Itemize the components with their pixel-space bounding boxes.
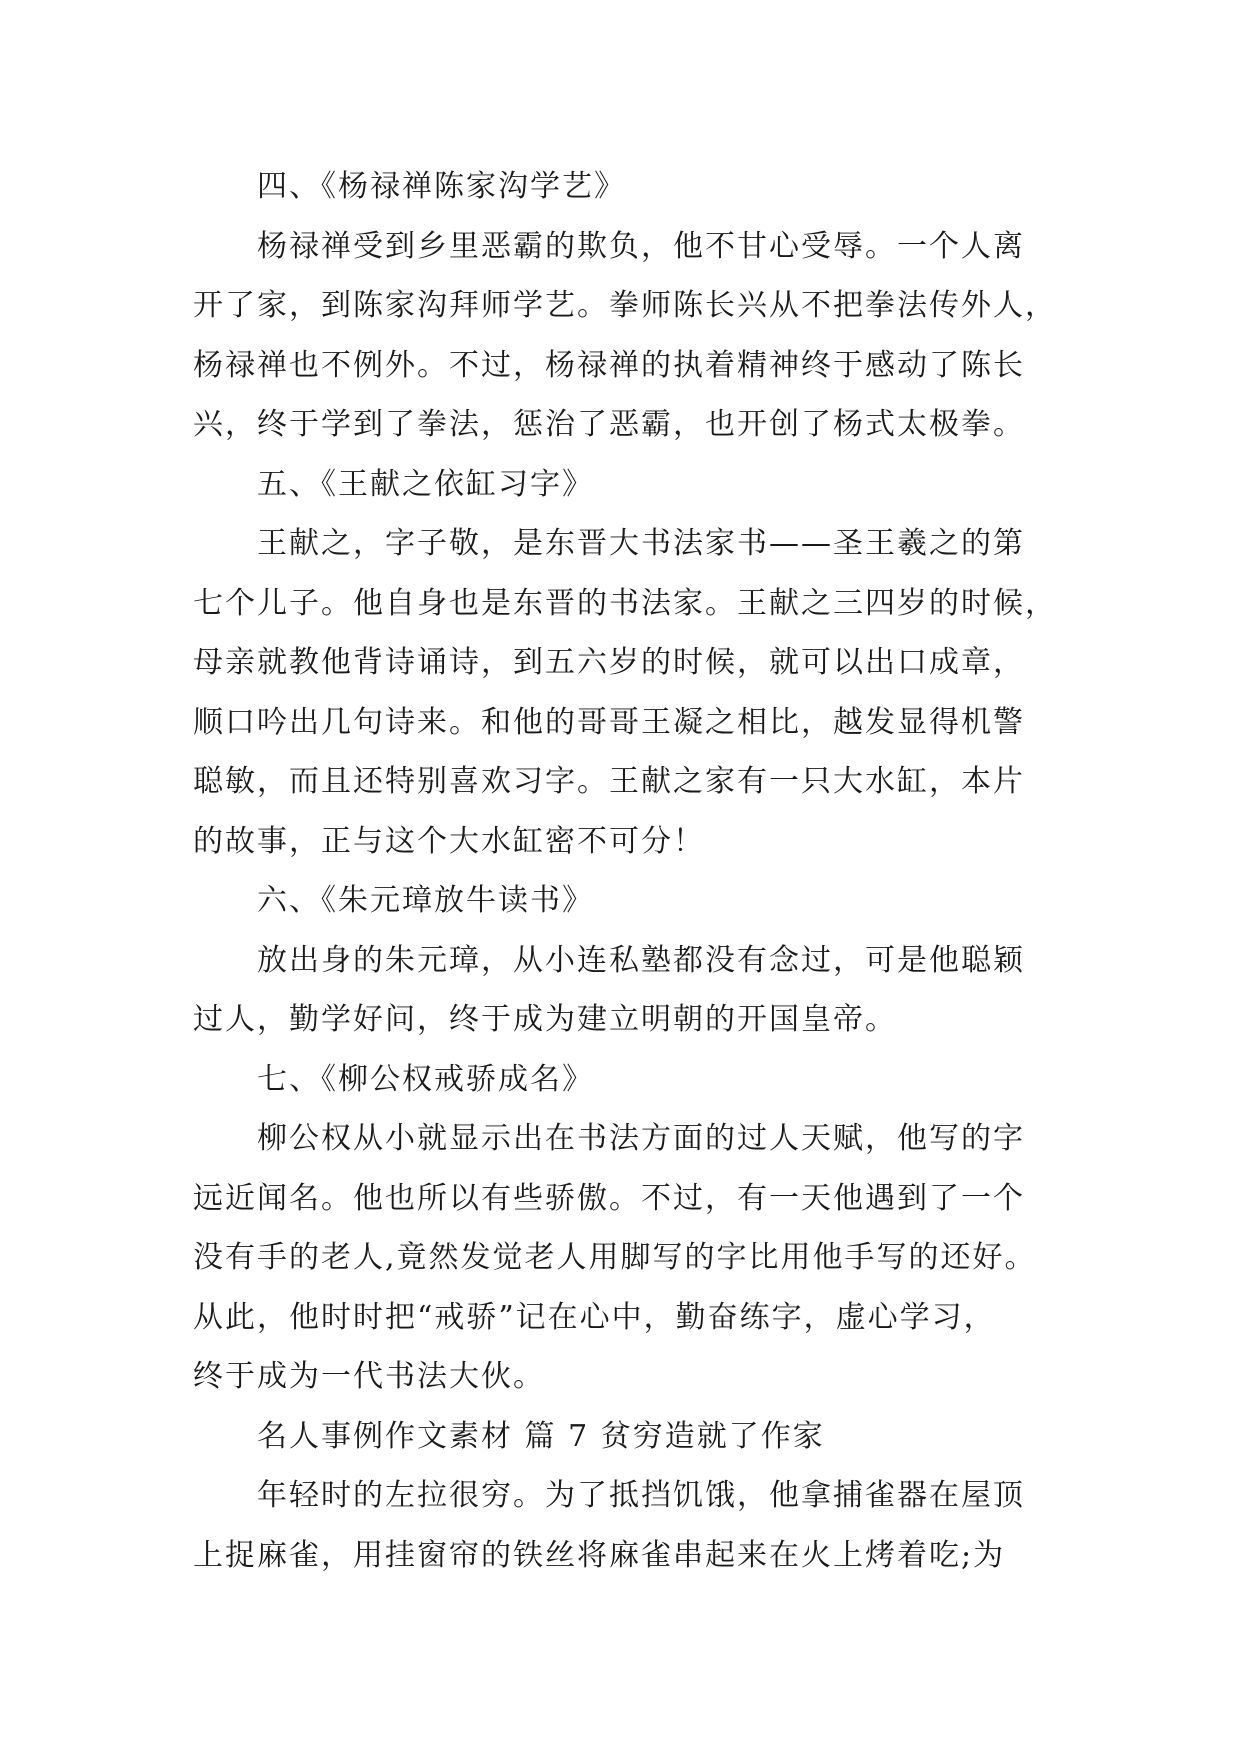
text-line: 放出身的朱元璋，从小连私塾都没有念过，可是他聪颖 [257,942,1025,978]
text-line: 过人，勤学好问，终于成为建立明朝的开国皇帝。 [193,1002,897,1037]
text-line: 顺口吟出几句诗来。和他的哥哥王凝之相比，越发显得机警 [193,704,1025,740]
text-line: 七个儿子。他自身也是东晋的书法家。王献之三四岁的时候， [193,585,1057,621]
text-line: 没有手的老人,竟然发觉老人用脚写的字比用他手写的还好。 [193,1240,1037,1275]
text-line: 母亲就教他背诗诵诗，到五六岁的时候，就可以出口成章， [193,645,1025,680]
text-line: 杨禄禅受到乡里恶霸的欺负，他不甘心受辱。一个人离 [257,228,1025,264]
text-line: 六、《朱元璋放牛读书》 [257,883,594,918]
text-line: 柳公权从小就显示出在书法方面的过人天赋，他写的字 [257,1121,1025,1156]
document-body [193,157,1063,1585]
text-line: 上捉麻雀，用挂窗帘的铁丝将麻雀串起来在火上烤着吃;为 [193,1537,1006,1573]
text-line: 七、《柳公权戒骄成名》 [257,1061,594,1097]
text-line: 四、《杨禄禅陈家沟学艺》 [257,169,626,204]
text-line: 从此，他时时把“戒骄”记在心中，勤奋练字，虚心学习， [193,1299,996,1335]
text-line: 聪敏，而且还特别喜欢习字。王献之家有一只大水缸，本片 [193,764,1025,799]
text-line: 杨禄禅也不例外。不过，杨禄禅的执着精神终于感动了陈长 [193,347,1025,383]
text-line: 的故事，正与这个大水缸密不可分！ [193,823,705,859]
text-line: 远近闻名。他也所以有些骄傲。不过，有一天他遇到了一个 [193,1180,1025,1216]
text-line: 五、《王献之依缸习字》 [257,466,594,502]
text-line: 年轻时的左拉很穷。为了抵挡饥饿，他拿捕雀器在屋顶 [257,1478,1025,1513]
text-line: 开了家，到陈家沟拜师学艺。拳师陈长兴从不把拳法传外人， [193,288,1057,323]
text-line: 终于成为一代书法大伙。 [193,1359,545,1394]
text-line: 名人事例作文素材 篇 7 贫穷造就了作家 [257,1418,825,1454]
text-line: 兴，终于学到了拳法，惩治了恶霸，也开创了杨式太极拳。 [193,407,1025,442]
text-line: 王献之，字子敬，是东晋大书法家书——圣王羲之的第 [257,526,1025,561]
